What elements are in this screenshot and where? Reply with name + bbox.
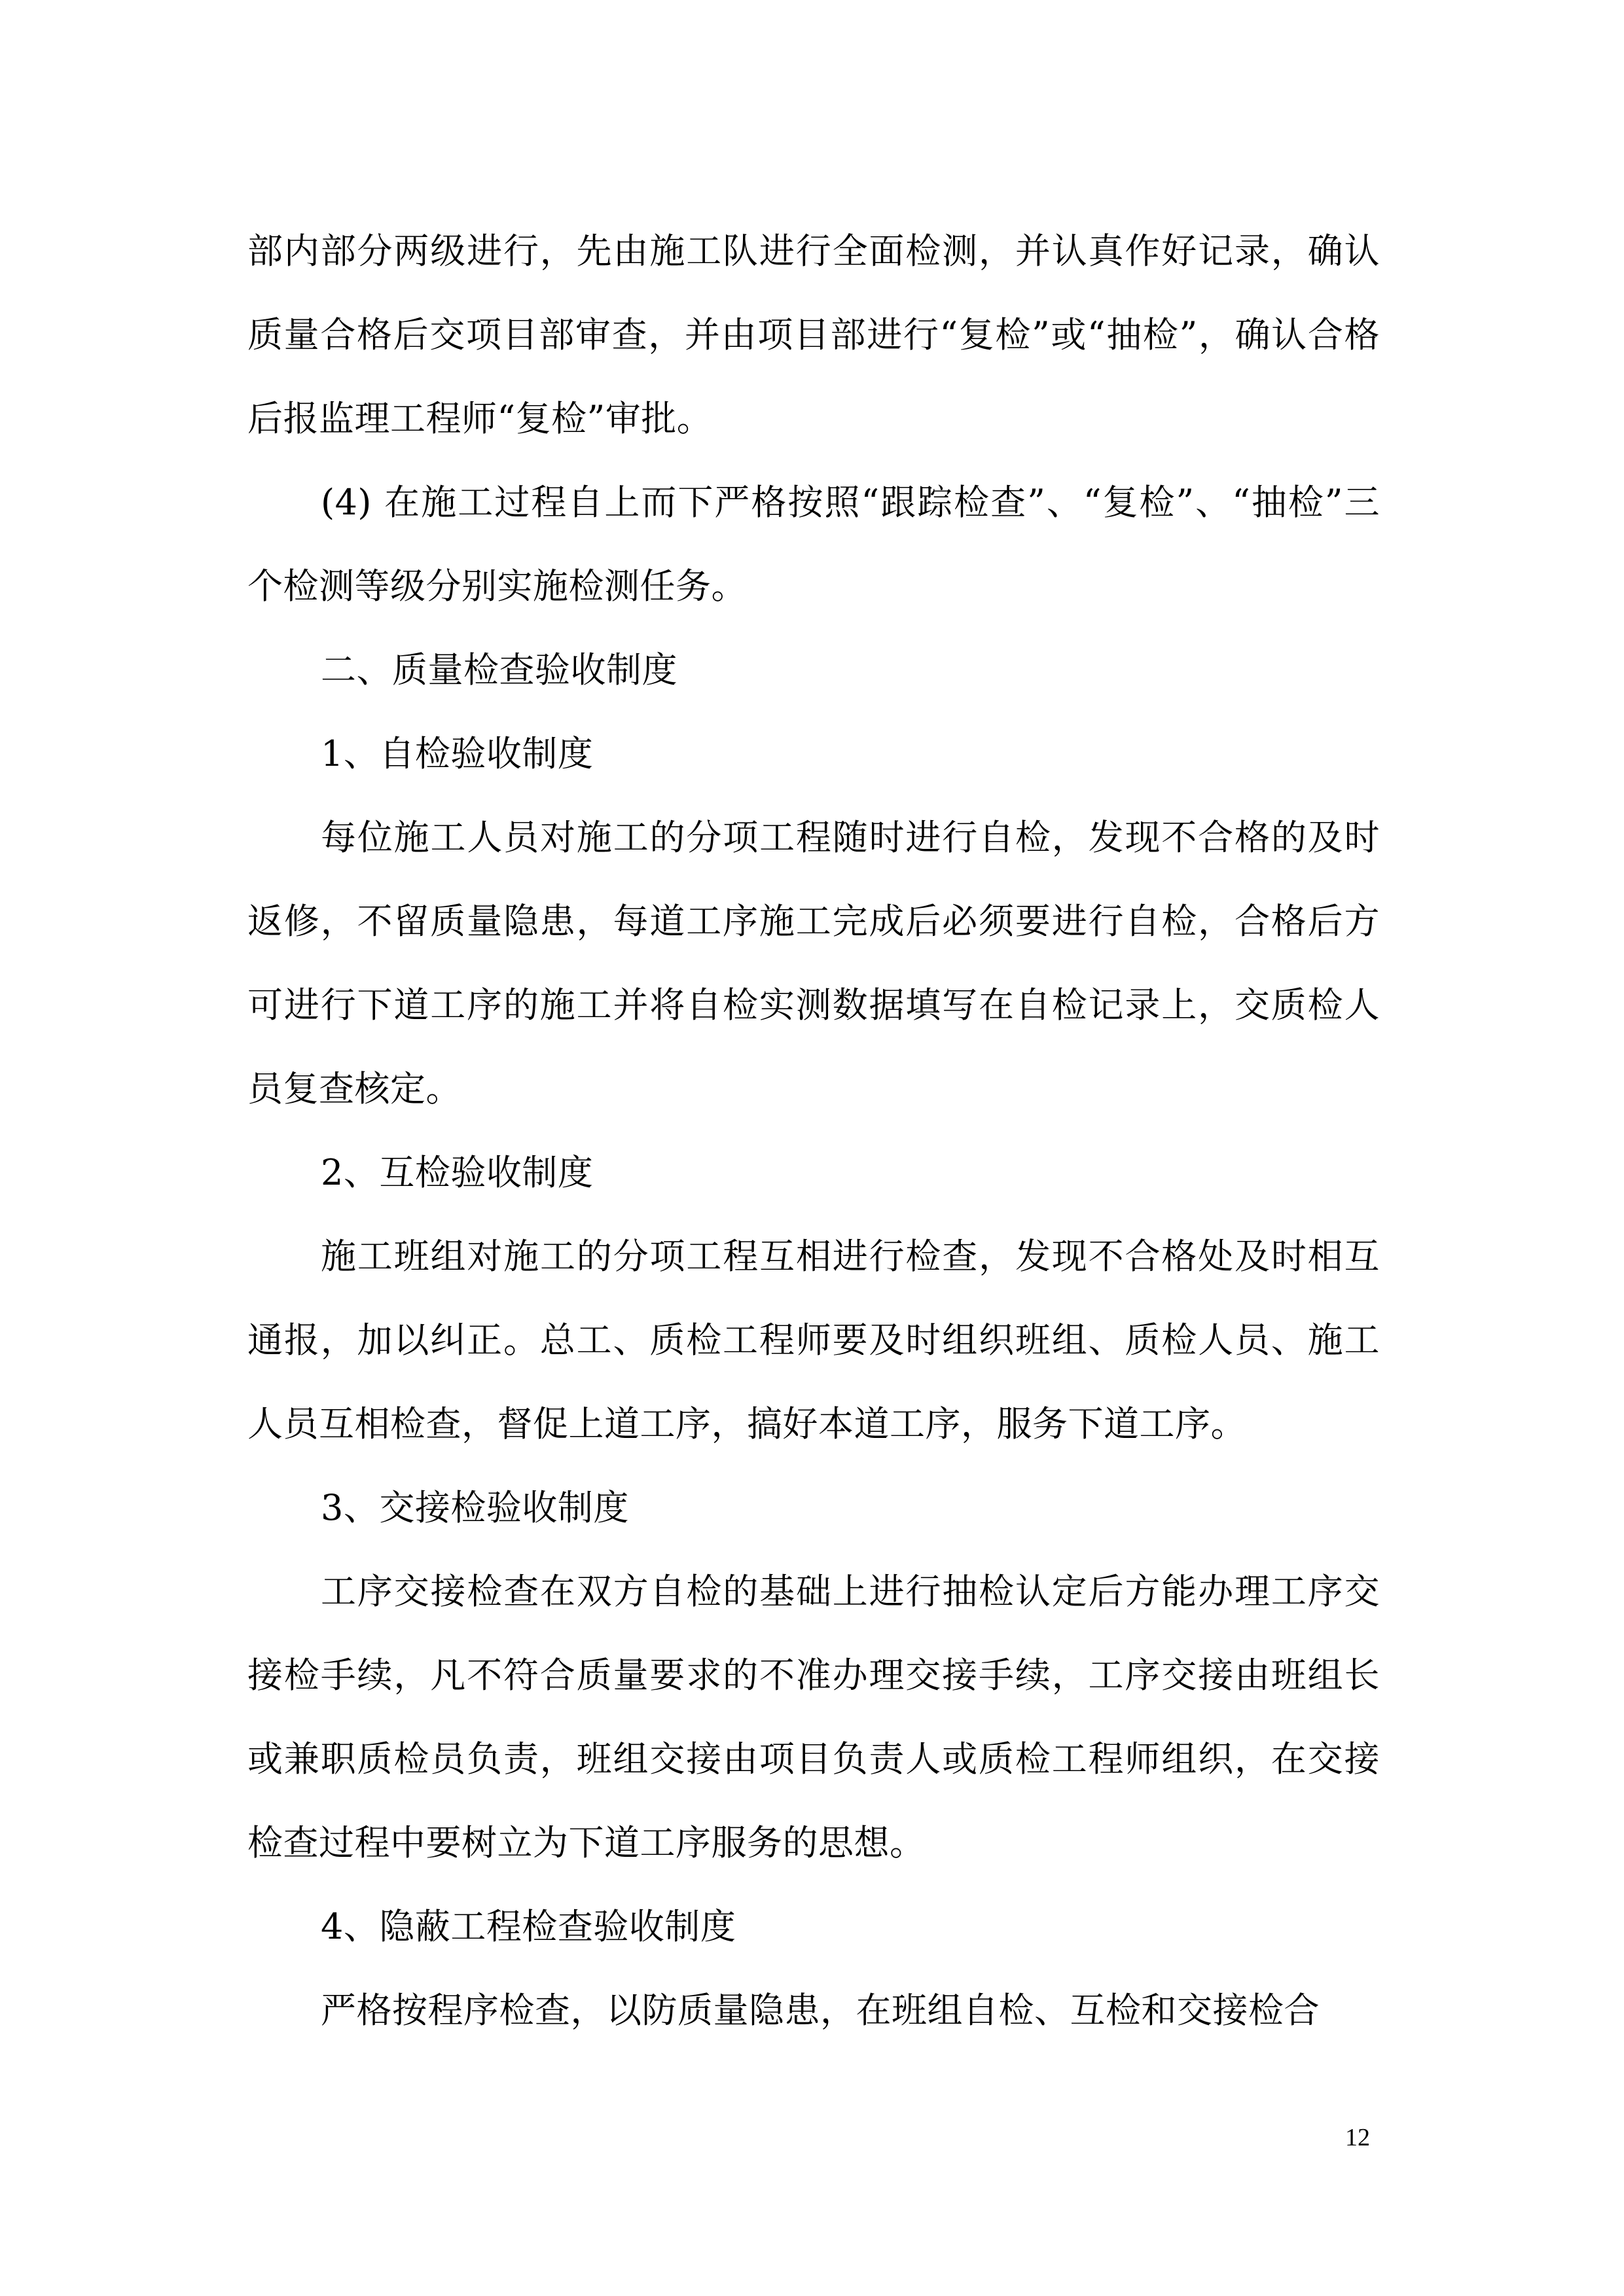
paragraph-inspection-levels: 部内部分两级进行，先由施工队进行全面检测，并认真作好记录，确认质量合格后交项目部审查，并由项目部进行“复检”或“抽检”，确认合格后报监理工程师“复检”审批。 — [247, 230, 1380, 439]
paragraph-mutual-inspection: 施工班组对施工的分项工程互相进行检查，发现不合格处及时相互通报，加以纠正。总工、质检工程师要及时组织班组、质检人员、施工人员互相检查，督促上道工序，搞好本道工序，服务下道工序。 — [247, 1236, 1380, 1444]
page-number: 12 — [1345, 2124, 1370, 2151]
paragraph-item-4: (4) 在施工过程自上而下严格按照“跟踪检查”、“复检”、“抽检”三个检测等级分别实施检测任务。 — [247, 482, 1380, 607]
subheading-concealed-works-inspection: 4、隐蔽工程检查验收制度 — [321, 1906, 736, 1947]
subheading-handover-inspection: 3、交接检验收制度 — [321, 1487, 629, 1528]
document-body — [247, 209, 1380, 2053]
paragraph-concealed-works-inspection: 严格按程序检查，以防质量隐患，在班组自检、互检和交接检合 — [321, 1990, 1320, 2031]
paragraph-handover-inspection: 工序交接检查在双方自检的基础上进行抽检认定后方能办理工序交接检手续，凡不符合质量要求的不准办理交接手续，工序交接由班组长或兼职质检员负责，班组交接由项目负责人或质检工程师组织，在交接检查过程中要树立为下道工序服务的思想。 — [247, 1571, 1380, 1863]
section-heading-quality-acceptance: 二、质量检查验收制度 — [321, 649, 677, 691]
subheading-mutual-inspection: 2、互检验收制度 — [321, 1152, 594, 1193]
subheading-self-inspection: 1、自检验收制度 — [321, 733, 594, 774]
paragraph-self-inspection: 每位施工人员对施工的分项工程随时进行自检，发现不合格的及时返修，不留质量隐患，每道工序施工完成后必须要进行自检，合格后方可进行下道工序的施工并将自检实测数据填写在自检记录上，交质检人员复查核定。 — [247, 817, 1380, 1109]
